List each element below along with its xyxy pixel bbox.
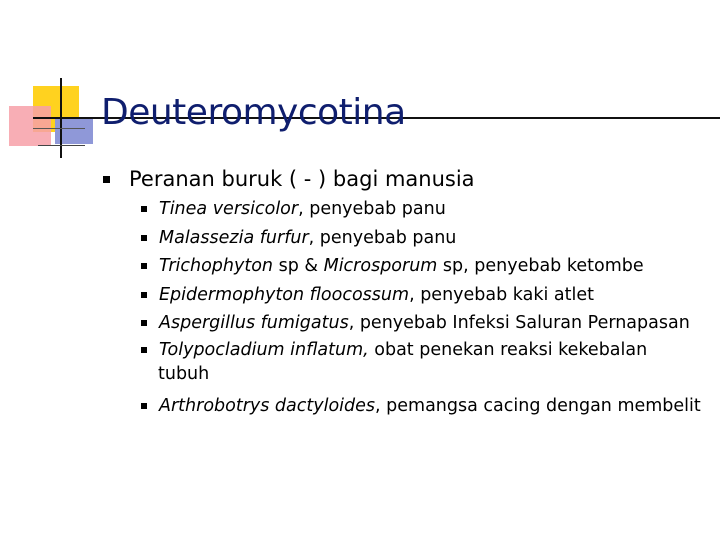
species-name: Epidermophyton floocossum — [159, 284, 410, 305]
main-bullet — [103, 165, 703, 195]
item-description: , penyebab panu — [308, 227, 457, 248]
bullet-square-icon — [103, 176, 110, 183]
item-description: , penyebab panu — [298, 199, 446, 219]
species-name-2: Microsporum — [323, 256, 438, 276]
list-item — [141, 252, 711, 281]
species-name: Tinea versicolor — [159, 199, 299, 219]
sub-bullet-list — [141, 195, 711, 420]
bullet-square-icon — [141, 292, 147, 298]
item-description: , penyebab Infeksi Saluran Pernapasan — [348, 313, 690, 333]
bullet-square-icon — [141, 206, 147, 212]
logo-thin-line-bottom — [38, 145, 85, 146]
list-item — [141, 195, 711, 224]
decorative-logo — [0, 0, 720, 170]
bullet-square-icon — [141, 403, 147, 409]
bullet-square-icon — [141, 347, 147, 353]
species-name: Trichophyton — [159, 256, 274, 276]
species-name: Aspergillus fumigatus — [159, 313, 349, 333]
item-description: obat penekan reaksi kekebalan — [368, 339, 648, 360]
species-name: Tolypocladium inflatum, — [159, 339, 369, 360]
item-description: , pemangsa cacing dengan membelit — [375, 395, 701, 416]
item-description: sp, penyebab ketombe — [437, 256, 644, 276]
bullet-square-icon — [141, 235, 147, 241]
item-connector: sp & — [273, 256, 324, 276]
bullet-square-icon — [141, 263, 147, 269]
list-item — [141, 281, 711, 310]
list-item — [141, 224, 711, 253]
item-description: , penyebab kaki atlet — [409, 284, 594, 305]
bullet-square-icon — [141, 320, 147, 326]
species-name: Malassezia furfur — [159, 227, 309, 248]
item-description-continued: tubuh — [158, 363, 210, 384]
species-name: Arthrobotrys dactyloides — [159, 395, 376, 416]
main-bullet-text: Peranan buruk ( - ) bagi manusia — [129, 167, 475, 191]
list-item — [141, 338, 711, 392]
logo-thin-line — [33, 128, 85, 129]
logo-pink-square — [9, 106, 51, 146]
list-item — [141, 309, 711, 338]
slide-title: Deuteromycotina — [101, 92, 406, 133]
list-item — [141, 392, 711, 421]
